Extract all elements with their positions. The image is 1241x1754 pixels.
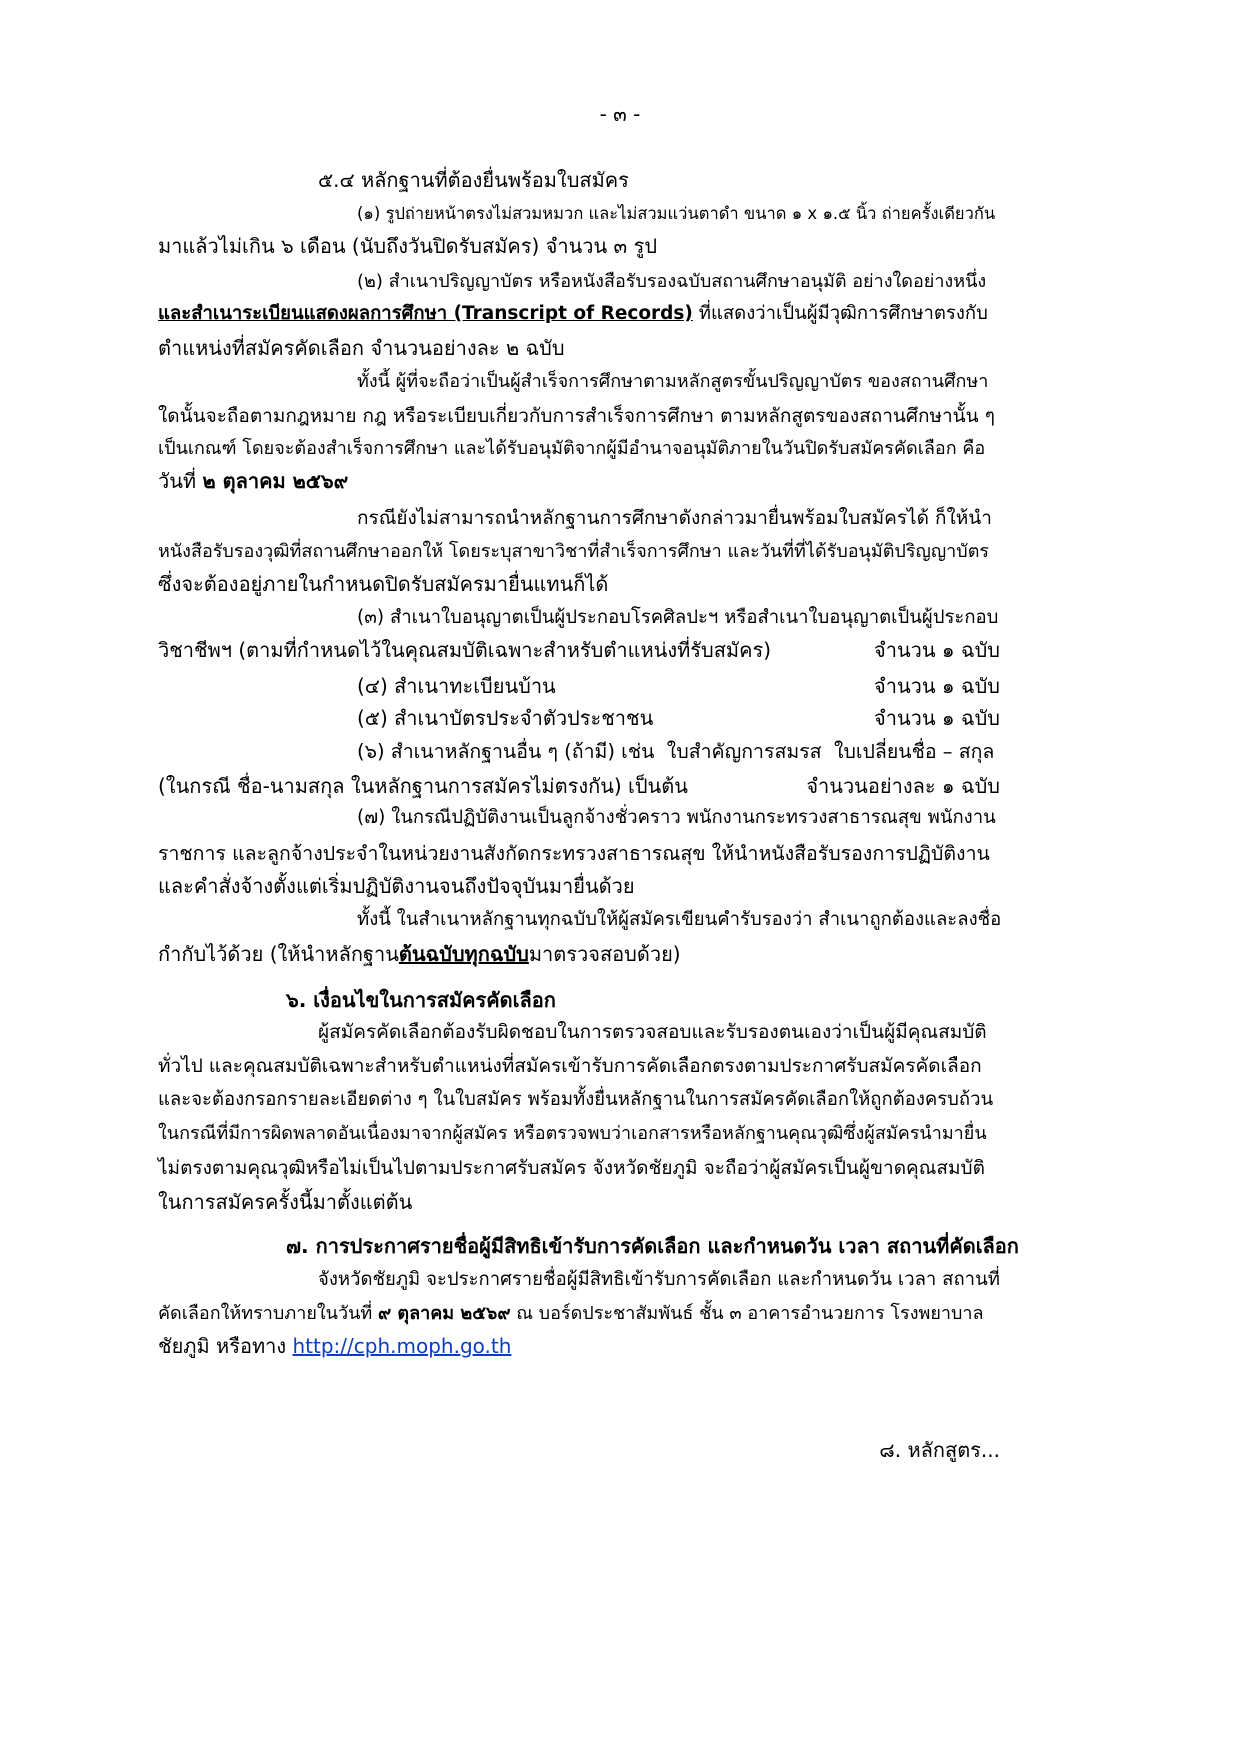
item-3-line-2: วิชาชีพฯ (ตามที่กำหนดไว้ในคุณสมบัติเฉพาะสำหรับตำแหน่งที่รับสมัคร) (158, 638, 772, 662)
closing-date: ๒ ตุลาคม ๒๕๖๙ (202, 469, 349, 493)
section-6-line-3: และจะต้องกรอกรายละเอียดต่าง ๆ ในใบสมัคร พร้อมทั้งยื่นหลักฐานในการสมัครคัดเลือกให้ถูกต้องครบถ้วน (158, 1089, 994, 1110)
item-6-line-2: (ในกรณี ชื่อ-นามสกุล ในหลักฐานการสมัครไม่ตรงกัน) เป็นต้น (158, 774, 688, 798)
section-6-line-6: ในการสมัครครั้งนี้มาตั้งแต่ต้น (158, 1190, 413, 1214)
section-7-line-3: ชัยภูมิ หรือทาง http://cph.moph.go.th (158, 1334, 512, 1358)
item-6-line-1: (๖) สำเนาหลักฐานอื่น ๆ (ถ้ามี) เช่น ใบสำคัญการสมรส ใบเปลี่ยนชื่อ – สกุล (357, 740, 995, 763)
announcement-date: ๙ ตุลาคม ๒๕๖๙ (377, 1303, 511, 1324)
original-documents-emphasis: ต้นฉบับทุกฉบับ (398, 942, 529, 966)
item-7-line-2: ราชการ และลูกจ้างประจำในหน่วยงานสังกัดกระทรวงสาธารณสุข ให้นำหนังสือรับรองการปฏิบัติงาน (158, 842, 990, 865)
section-6-line-5: ไม่ตรงตามคุณวุฒิหรือไม่เป็นไปตามประกาศรับสมัคร จังหวัดชัยภูมิ จะถือว่าผู้สมัครเป็นผู้ขาดคุณสมบัติ (158, 1157, 985, 1179)
item-2-line-1: (๒) สำเนาปริญญาบัตร หรือหนังสือรับรองฉบับสถานศึกษาอนุมัติ อย่างใดอย่างหนึ่ง (357, 271, 987, 292)
graduation-note-line-3: เป็นเกณฑ์ โดยจะต้องสำเร็จการศึกษา และได้รับอนุมัติจากผู้มีอำนาจอนุมัติภายในวันปิดรับสมัครคัดเลือก คือ (158, 438, 986, 459)
website-link[interactable]: http://cph.moph.go.th (292, 1334, 512, 1358)
section-5-4-heading: ๕.๔ หลักฐานที่ต้องยื่นพร้อมใบสมัคร (318, 168, 629, 192)
certificate-note-line-1: กรณียังไม่สามารถนำหลักฐานการศึกษาดังกล่าวมายื่นพร้อมใบสมัครได้ ก็ให้นำ (357, 507, 992, 529)
item-2-line-3: ตำแหน่งที่สมัครคัดเลือก จำนวนอย่างละ ๒ ฉบับ (158, 336, 565, 360)
item-3-quantity: จำนวน ๑ ฉบับ (874, 638, 1000, 662)
item-7-line-1: (๗) ในกรณีปฏิบัติงานเป็นลูกจ้างชั่วคราว พนักงานกระทรวงสาธารณสุข พนักงาน (357, 807, 996, 828)
graduation-note-line-2: ใดนั้นจะถือตามกฎหมาย กฎ หรือระเบียบเกี่ยวกับการสำเร็จการศึกษา ตามหลักสูตรของสถานศึกษานั้น ๆ (158, 405, 995, 427)
graduation-note-line-4: วันที่ ๒ ตุลาคม ๒๕๖๙ (158, 469, 349, 493)
item-5-quantity: จำนวน ๑ ฉบับ (874, 706, 1000, 730)
item-3-line-1: (๓) สำเนาใบอนุญาตเป็นผู้ประกอบโรคศิลปะฯ หรือสำเนาใบอนุญาตเป็นผู้ประกอบ (357, 607, 999, 628)
item-6-quantity: จำนวนอย่างละ ๑ ฉบับ (806, 774, 1000, 798)
section-7-line-1: จังหวัดชัยภูมิ จะประกาศรายชื่อผู้มีสิทธิเข้ารับการคัดเลือก และกำหนดวัน เวลา สถานที่ (318, 1269, 1000, 1290)
section-6-line-4: ในกรณีที่มีการผิดพลาดอันเนื่องมาจากผู้สมัคร หรือตรวจพบว่าเอกสารหรือหลักฐานคุณวุฒิซึ่งผู้สมัครนำมายื่น (158, 1123, 987, 1144)
item-4: (๔) สำเนาทะเบียนบ้าน (357, 674, 556, 698)
item-4-quantity: จำนวน ๑ ฉบับ (874, 674, 1000, 698)
item-2-line-2: และสำเนาระเบียนแสดงผลการศึกษา (Transcript of Records) ที่แสดงว่าเป็นผู้มีวุฒิการศึกษาตรงกับ (158, 303, 988, 324)
section-7-heading: ๗. การประกาศรายชื่อผู้มีสิทธิเข้ารับการคัดเลือก และกำหนดวัน เวลา สถานที่คัดเลือก (286, 1234, 1019, 1258)
item-5: (๕) สำเนาบัตรประจำตัวประชาชน (357, 706, 654, 730)
item-1-line-1 (357, 200, 1000, 228)
graduation-note-line-1: ทั้งนี้ ผู้ที่จะถือว่าเป็นผู้สำเร็จการศึกษาตามหลักสูตรขั้นปริญญาบัตร ของสถานศึกษา (357, 371, 989, 392)
item-7-line-3: และคำสั่งจ้างตั้งแต่เริ่มปฏิบัติงานจนถึงปัจจุบันมายื่นด้วย (158, 874, 635, 898)
certification-note-line-1: ทั้งนี้ ในสำเนาหลักฐานทุกฉบับให้ผู้สมัครเขียนคำรับรองว่า สำเนาถูกต้องและลงชื่อ (357, 909, 1002, 930)
section-7-line-2: คัดเลือกให้ทราบภายในวันที่ ๙ ตุลาคม ๒๕๖๙ ณ บอร์ดประชาสัมพันธ์ ชั้น ๓ อาคารอำนวยการ โรงพยาบาล (158, 1303, 984, 1324)
transcript-requirement: และสำเนาระเบียนแสดงผลการศึกษา (Transcript of Records) (158, 303, 693, 324)
section-6-line-2: ทั่วไป และคุณสมบัติเฉพาะสำหรับตำแหน่งที่สมัครเข้ารับการคัดเลือกตรงตามประกาศรับสมัครคัดเลือก (158, 1055, 982, 1077)
item-1-line-2: มาแล้วไม่เกิน ๖ เดือน (นับถึงวันปิดรับสมัคร) จำนวน ๓ รูป (158, 234, 658, 258)
next-page-indicator: ๘. หลักสูตร... (879, 1438, 1000, 1462)
section-6-heading: ๖. เงื่อนไขในการสมัครคัดเลือก (286, 988, 556, 1012)
certificate-note-line-2: หนังสือรับรองวุฒิที่สถานศึกษาออกให้ โดยระบุสาขาวิชาที่สำเร็จการศึกษา และวันที่ที่ได้รับอนุมัติปริญญาบัตร (158, 541, 990, 562)
certification-note-line-2: กำกับไว้ด้วย (ให้นำหลักฐานต้นฉบับทุกฉบับมาตรวจสอบด้วย) (158, 942, 681, 966)
certificate-note-line-3: ซึ่งจะต้องอยู่ภายในกำหนดปิดรับสมัครมายื่นแทนก็ได้ (158, 572, 609, 596)
item-1-text: (๑) รูปถ่ายหน้าตรงไม่สวมหมวก และไม่สวมแว่นตาดำ ขนาด ๑ x ๑.๕ นิ้ว ถ่ายครั้งเดียวกัน (357, 204, 996, 223)
section-6-line-1: ผู้สมัครคัดเลือกต้องรับผิดชอบในการตรวจสอบและรับรองตนเองว่าเป็นผู้มีคุณสมบัติ (318, 1021, 987, 1043)
page-number: - ๓ - (599, 102, 641, 126)
